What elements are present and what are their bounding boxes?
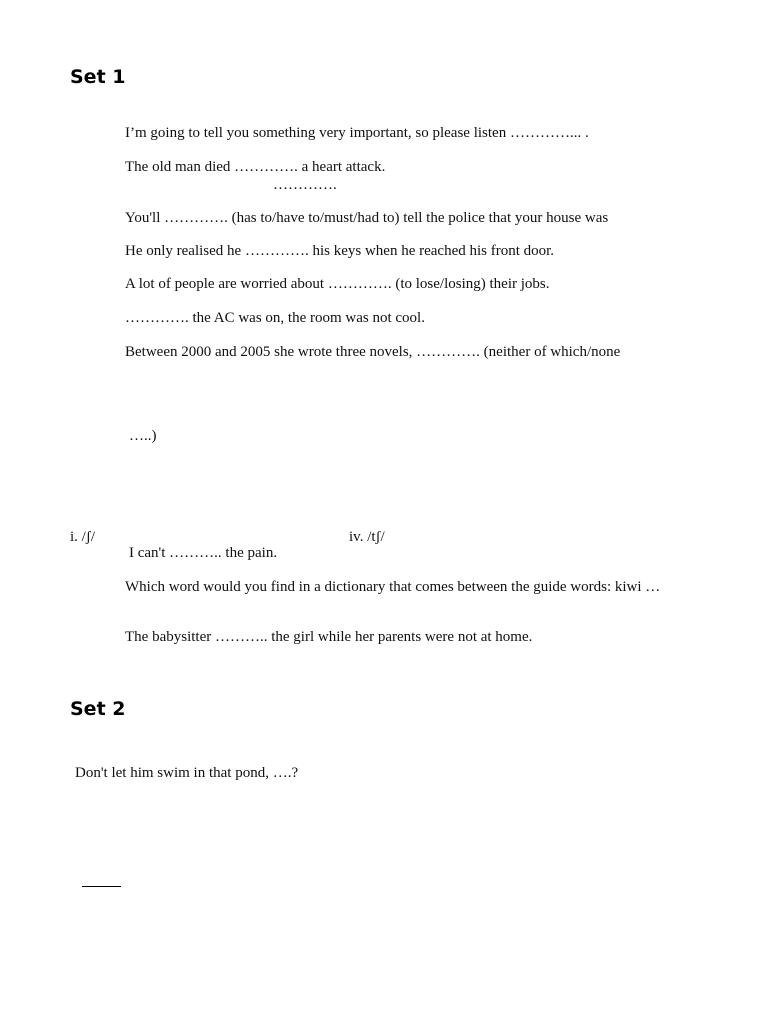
question-police: You'll …………. (has to/have to/must/had to) tell the police that your house was (125, 210, 609, 226)
question-heart-attack: The old man died …………. a heart attack. (125, 159, 386, 175)
question-babysitter: The babysitter ……….. the girl while her parents were not at home. (125, 629, 533, 645)
set2-heading: Set 2 (70, 698, 126, 720)
phoneme-option-iv: iv. /tʃ/ (349, 529, 385, 545)
question-dictionary: Which word would you find in a dictionary that comes between the guide words: kiwi … (125, 579, 661, 595)
question-keys: He only realised he …………. his keys when he reached his front door. (125, 243, 555, 259)
question-ac: …………. the AC was on, the room was not cool. (125, 310, 425, 326)
question-pond: Don't let him swim in that pond, ….? (75, 765, 299, 781)
question-novels: Between 2000 and 2005 she wrote three novels, …………. (neither of which/none (125, 344, 621, 360)
question-pain: I can't ……….. the pain. (129, 545, 278, 561)
question-jobs: A lot of people are worried about …………. (to lose/losing) their jobs. (125, 276, 550, 292)
question-novels-continued: …..) (129, 428, 157, 444)
set1-heading: Set 1 (70, 66, 126, 88)
answer-underline (82, 886, 121, 887)
answer-blank: …………. (273, 177, 337, 193)
question-listen: I’m going to tell you something very important, so please listen …………... . (125, 125, 589, 141)
phoneme-option-i: i. /ʃ/ (70, 529, 95, 545)
